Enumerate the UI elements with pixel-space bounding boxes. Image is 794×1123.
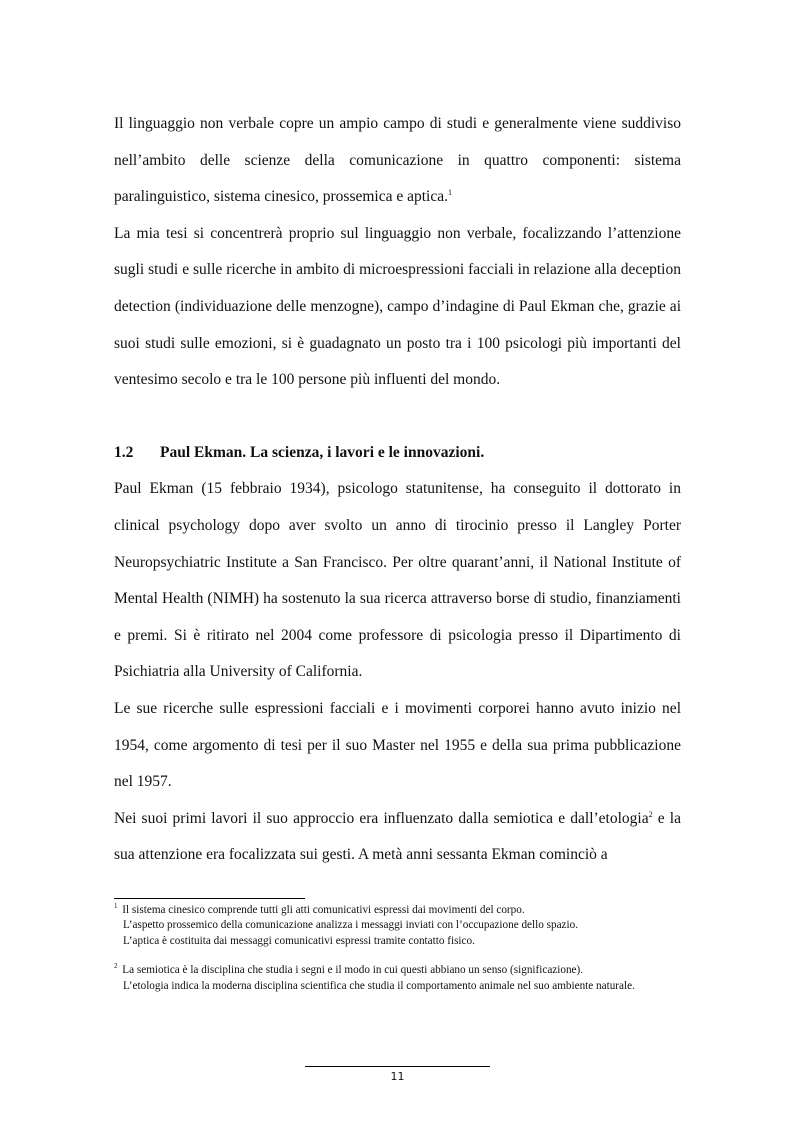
paragraph-text: Paul Ekman (15 febbraio 1934), psicologo statunitense, ha conseguito il dottorato in clinical psychology dopo aver svolto un anno di tirocinio presso il Langley Porter Neuropsychiatric Institute a San Francisco. Per oltre quarant’anni, il National Institute of Mental Health (NIMH) ha sostenuto la sua ricerca attraverso borse di studio, finanziamenti e premi. Si è ritirato nel 2004 come professore di psicologia presso il Dipartimento di Psichiatria alla University of California.	[114, 480, 681, 681]
footnote-divider	[114, 898, 305, 899]
page-number: 11	[390, 1070, 405, 1083]
footnotes	[114, 903, 684, 994]
paragraph-section-1	[114, 471, 681, 691]
paragraph-text: La mia tesi si concentrerà proprio sul linguaggio non verbale, focalizzando l’attenzione sugli studi e sulle ricerche in ambito di microespressioni facciali in relazione alla deception detection (individuazione delle menzogne), campo d’indagine di Paul Ekman che, grazie ai suoi studi sulle emozioni, si è guadagnato un posto tra i 100 psicologi più importanti del ventesimo secolo e tra le 100 persone più influenti del mondo.	[114, 224, 681, 389]
footnote-text: Il sistema cinesico comprende tutti gli atti comunicativi espressi dai movimenti del corpo.	[122, 904, 525, 916]
footnote-marker: 2	[114, 962, 118, 971]
footnote-line	[114, 963, 684, 978]
footnote-line	[114, 903, 684, 918]
section-title: Paul Ekman. La scienza, i lavori e le innovazioni.	[160, 443, 485, 461]
footnote-line: L’aptica è costituita dai messaggi comunicativi espressi tramite contatto fisico.	[123, 934, 475, 947]
paragraph-intro-2	[114, 216, 681, 399]
paragraph-text: Le sue ricerche sulle espressioni facciali e i movimenti corporei hanno avuto inizio nel 1954, come argomento di tesi per il suo Master nel 1955 e della sua prima pubblicazione nel 1957.	[114, 699, 681, 791]
paragraph-text: Nei suoi primi lavori il suo approccio era influenzato dalla semiotica e dall’etologia	[114, 809, 649, 827]
footnote-text: La semiotica è la disciplina che studia i segni e il modo in cui questi abbiano un senso (significazione).	[122, 964, 584, 977]
footnote-line: L’aspetto prossemico della comunicazione analizza i messaggi inviati con l’occupazione dello spazio.	[123, 919, 579, 932]
body-text	[114, 106, 681, 874]
section-heading	[114, 435, 681, 472]
paragraph-section-3	[114, 801, 681, 874]
footnote-reference: 2	[648, 809, 653, 819]
footnote-1	[114, 903, 684, 949]
section-number: 1.2	[114, 443, 134, 461]
page-number-divider	[305, 1066, 490, 1067]
paragraph-section-2	[114, 691, 681, 801]
paragraph-text: Il linguaggio non verbale copre un ampio campo di studi e generalmente viene suddiviso nell’ambito delle scienze della comunicazione in quattro componenti: sistema paralinguistico, sistema cinesico, prossemica e aptica.	[114, 115, 681, 206]
footnote-marker: 1	[114, 902, 118, 911]
paragraph-text: e la sua attenzione era focalizzata sui gesti. A metà anni sessanta Ekman cominciò a	[114, 809, 681, 864]
footnote-reference: 1	[448, 188, 452, 198]
footnote-2	[114, 963, 684, 994]
footnote-line: L’etologia indica la moderna disciplina scientifica che studia il comportamento animale nel suo ambiente naturale.	[123, 979, 635, 992]
paragraph-intro-1	[114, 106, 681, 216]
